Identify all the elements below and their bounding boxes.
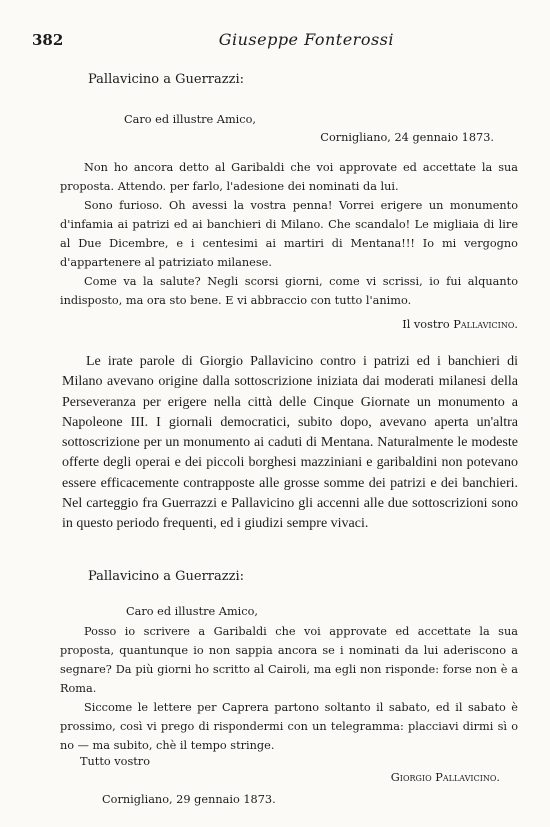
letter2-heading: Pallavicino a Guerrazzi: [88,569,244,584]
letter2-salutation: Caro ed illustre Amico, [126,605,259,618]
letter1-closing-prefix: Il vostro [402,318,450,331]
page-header [32,30,504,49]
letter1-salutation: Caro ed illustre Amico, [124,113,257,126]
commentary-paragraph: Le irate parole di Giorgio Pallavicino contro i patrizi ed i banchieri di Milano avevano origine dalla sottoscrizione iniziata dai moderati milanesi della Perseveranza per erigere nella città delle Cinque Giornate un monumento a Napoleone III. I giornali democratici, subito dopo, avevano aperta un'altra sottoscrizione per un monumento ai caduti di Mentana. Naturalmente le modeste offerte degli operai e dei piccoli borghesi mazziniani e garibaldini non potevano essere efficacemente contrapposte alle grosse somme dei patrizi e dei banchieri. Nel carteggio fra Guerrazzi e Pallavicino gli accenni alle due sottoscrizioni sono in questo periodo frequenti, ed i giudizi sempre vivaci. [62,354,518,532]
letter2-paragraph-1: Posso io scrivere a Garibaldi che voi approvate ed accettate la sua proposta, quantunque io non sappia ancora se i nominati da lui aderiscono a segnare? Da più giorni ho scritto al Cairoli, ma egli non risponde: forse non è a Roma. [60,625,518,695]
letter1-paragraph-3: Come va la salute? Negli scorsi giorni, come vi scrissi, io fui alquanto indisposto, ma ora sto bene. E vi abbraccio con tutto l'animo. [60,275,518,307]
letter1-closing [402,315,518,334]
letter1-body [60,158,518,310]
letter1-closing-name: Pallavicino. [453,318,518,331]
letter1-paragraph-2: Sono furioso. Oh avessi la vostra penna! Vorrei erigere un monumento d'infamia ai patrizi ed ai banchieri di Milano. Che scandalo! Le migliaia di lire al Due Dicembre, e i centesimi ai martiri di Mentana!!! Io mi vergogno d'appartenere al patriziato milanese. [60,199,518,269]
letter2-paragraph-2: Siccome le lettere per Caprera partono soltanto il sabato, ed il sabato è prossimo, così vi prego di rispondermi con un telegramma: placciavi dirmi sì o no — ma subito, chè il tempo stringe. [60,701,518,752]
letter2-closing: Tutto vostro [80,755,151,768]
page-number: 382 [32,31,64,49]
letter1-paragraph-1: Non ho ancora detto al Garibaldi che voi approvate ed accettate la sua proposta. Attendo. per farlo, l'adesione dei nominati da lui. [60,161,518,193]
letter2-signature: Giorgio Pallavicino. [390,771,500,784]
letter2-dateline: Cornigliano, 29 gennaio 1873. [102,793,276,806]
letter1-heading: Pallavicino a Guerrazzi: [88,72,244,87]
running-head: Giuseppe Fonterossi [218,30,394,49]
letter2-body [60,622,518,755]
letter1-dateline: Cornigliano, 24 gennaio 1873. [320,131,494,144]
